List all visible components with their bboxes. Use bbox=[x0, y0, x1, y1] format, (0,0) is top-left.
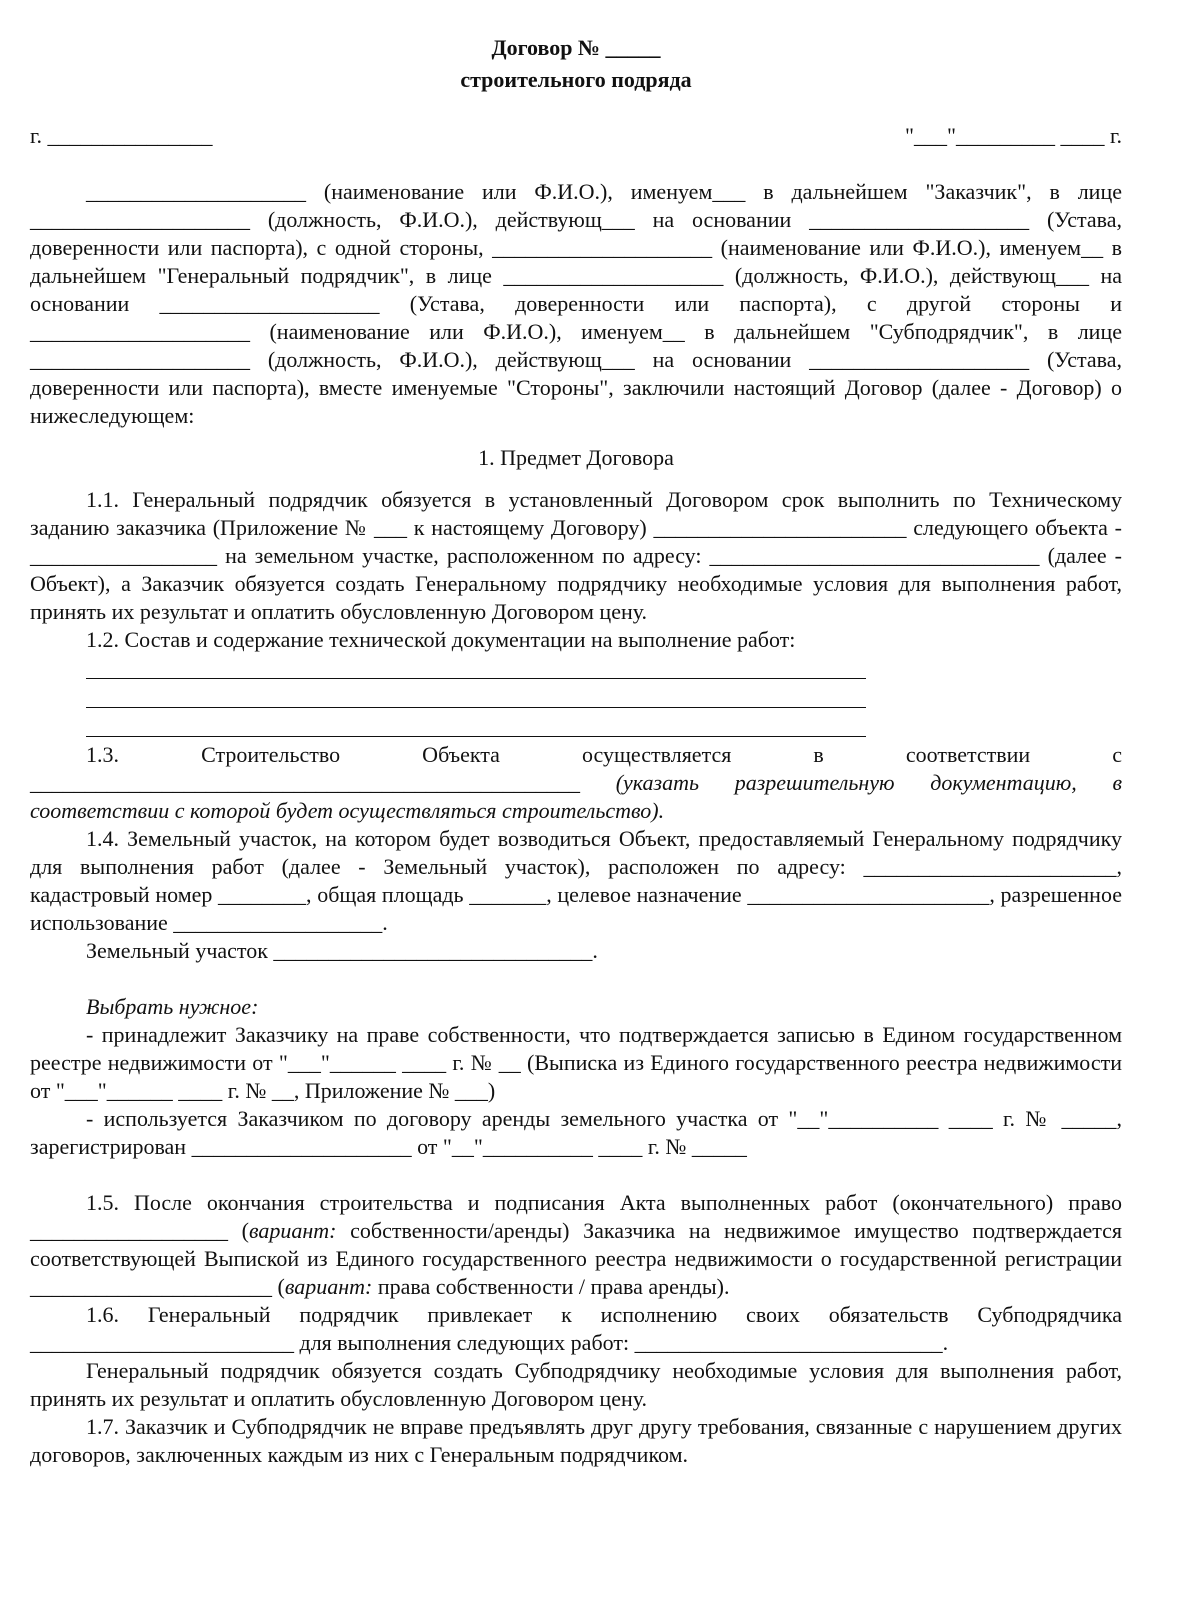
variant-label: вариант: bbox=[284, 1274, 373, 1299]
blank-line bbox=[86, 654, 866, 679]
contract-subtitle: строительного подряда bbox=[460, 67, 692, 92]
meta-row bbox=[30, 122, 1122, 150]
clause-1-2: 1.2. Состав и содержание технической документации на выполнение работ: bbox=[86, 627, 796, 652]
clause-1-5-c: права собственности / права аренды). bbox=[372, 1274, 730, 1299]
choose-note bbox=[30, 993, 1122, 1021]
city-field: г. _______________ bbox=[30, 123, 213, 148]
preamble: ____________________ (наименование или Ф.И.О.), именуем___ в дальнейшем "Заказчик", в лице ____________________ (должность, Ф.И.О.), действующ___ на основании ____________________ (Устава, доверенности или паспорта), с одной стороны, ____________________ (наименование или Ф.И.О.), именуем__ в дальнейшем "Генеральный подрядчик", в лице ____________________ (должность, Ф.И.О.), действующ___ на основании ____________________ (Устава, доверенности или паспорта), с другой стороны и ____________________ (наименование или Ф.И.О.), именуем__ в дальнейшем "Субподрядчик", в лице ____________________ (должность, Ф.И.О.), действующ___ на основании ____________________ (Устава, доверенности или паспорта), вместе именуемые "Стороны", заключили настоящий Договор (далее - Договор) о нижеследующем: bbox=[30, 179, 1122, 428]
clause-1-3 bbox=[30, 741, 1122, 825]
clause-1-7: 1.7. Заказчик и Субподрядчик не вправе предъявлять друг другу требования, связанные с нарушением других договоров, заключенных каждым из них с Генеральным подрядчиком. bbox=[30, 1414, 1122, 1467]
date-field: "___"_________ ____ г. bbox=[904, 123, 1122, 148]
clause-1-6: 1.6. Генеральный подрядчик привлекает к исполнению своих обязательств Субподрядчика ________________________ для выполнения следующих работ: ____________________________. bbox=[30, 1302, 1122, 1355]
blank-line bbox=[86, 712, 866, 737]
section-title: 1. Предмет Договора bbox=[478, 445, 674, 470]
blank-line bbox=[86, 683, 866, 708]
clause-1-3-text: 1.3. Строительство Объекта осуществляется в соответствии с __________________________________________________ bbox=[30, 742, 1122, 795]
clause-1-4: 1.4. Земельный участок, на котором будет возводиться Объект, предоставляемый Генеральному подрядчику для выполнения работ (далее - Земельный участок), расположен по адресу: _______________________, кадастровый номер ________, общая площадь _______, целевое назначение ______________________, разрешенное использование ___________________. bbox=[30, 826, 1122, 935]
blank-lines bbox=[86, 654, 866, 737]
clause-1-1: 1.1. Генеральный подрядчик обязуется в установленный Договором срок выполнить по Техническому заданию заказчика (Приложение № ___ к настоящему Договору) _______________________ следующего объекта - _________________ на земельном участке, расположенном по адресу: ______________________________ (далее - Объект), а Заказчик обязуется создать Генеральному подрядчику необходимые условия для выполнения работ, принять их результат и оплатить обусловленную Договором цену. bbox=[30, 487, 1122, 624]
option-lease: - используется Заказчиком по договору аренды земельного участка от "__"__________ ____ г. № _____, зарегистрирован ____________________ от "__"__________ ____ г. № _____ bbox=[30, 1106, 1122, 1159]
clause-1-5-a: 1.5. После окончания строительства и подписания Акта выполненных работ (окончательного) право __________________ ( bbox=[30, 1190, 1122, 1243]
clause-1-6-b: Генеральный подрядчик обязуется создать Субподрядчику необходимые условия для выполнения работ, принять их результат и оплатить обусловленную Договором цену. bbox=[30, 1358, 1122, 1411]
option-ownership: - принадлежит Заказчику на праве собственности, что подтверждается записью в Едином государственном реестре недвижимости от "___"______ ____ г. № __ (Выписка из Единого государственного реестра недвижимости от "___"______ ____ г. № __, Приложение № ___) bbox=[30, 1022, 1122, 1103]
clause-1-5-b: собственности/аренды) Заказчика на недвижимое имущество подтверждается соответствующей Выпиской из Единого государственного реестра недвижимости о государственной регистрации ______________________ ( bbox=[30, 1218, 1123, 1299]
variant-label: вариант: bbox=[248, 1218, 337, 1243]
clause-1-3-note: (указать разрешительную документацию, в соответствии с которой будет осуществляться строительство). bbox=[30, 770, 1122, 823]
contract-title: Договор № _____ bbox=[491, 35, 661, 60]
choose-text: Выбрать нужное: bbox=[86, 994, 259, 1019]
clause-1-5 bbox=[30, 1189, 1122, 1301]
clause-1-4-land: Земельный участок _____________________________. bbox=[86, 938, 598, 963]
